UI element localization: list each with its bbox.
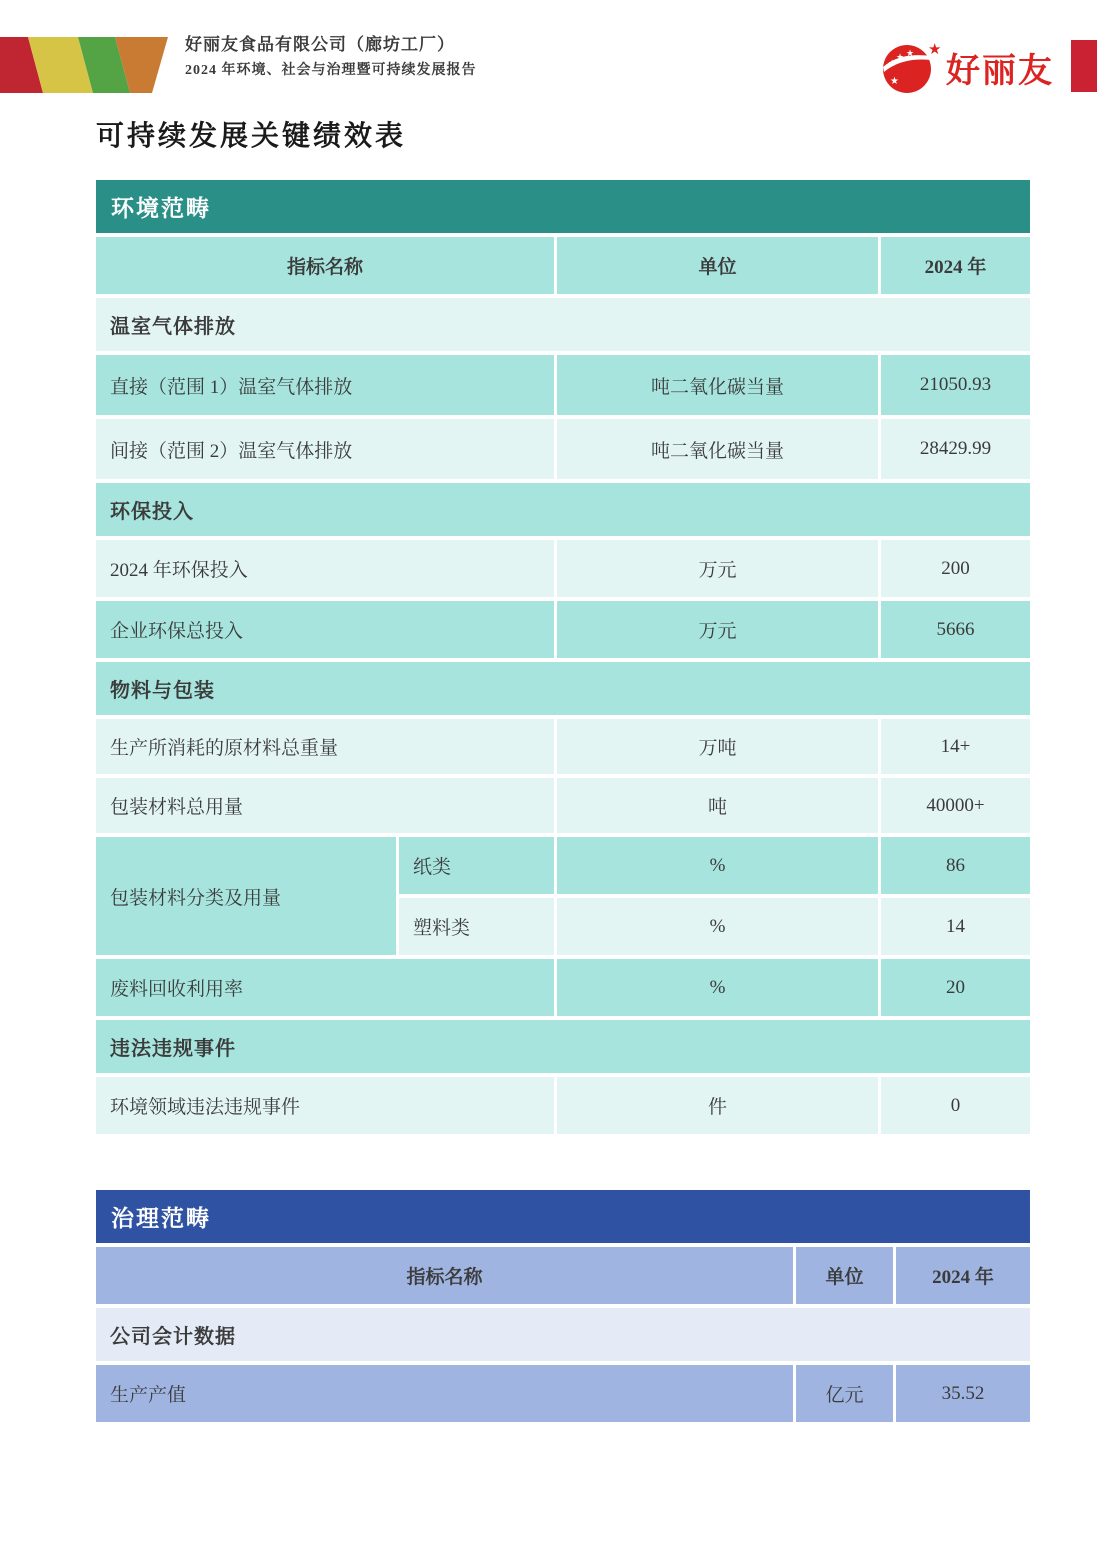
indicator-unit: 吨 [557, 778, 878, 833]
section-accounting-data: 公司会计数据 [96, 1308, 1030, 1361]
col-header-indicator: 指标名称 [96, 1247, 793, 1304]
indicator-unit: % [557, 898, 878, 955]
environment-table-title: 环境范畴 [96, 180, 1030, 233]
page-title: 可持续发展关键绩效表 [96, 121, 407, 152]
indicator-unit: 件 [557, 1077, 878, 1134]
corner-red-block [1071, 40, 1097, 92]
col-header-unit: 单位 [796, 1247, 893, 1304]
col-header-indicator: 指标名称 [96, 237, 554, 294]
stripes-logo-icon [0, 37, 168, 93]
indicator-unit: 吨二氧化碳当量 [557, 355, 878, 415]
page-header [0, 0, 1102, 100]
indicator-unit: 亿元 [796, 1365, 893, 1422]
svg-text:★: ★ [896, 52, 905, 62]
indicator-value: 86 [881, 837, 1030, 894]
section-row [96, 483, 1030, 536]
svg-text:★: ★ [890, 76, 899, 87]
brand-name: 好丽友 [946, 51, 1054, 90]
section-ghg: 温室气体排放 [96, 298, 1030, 351]
indicator-name-merged: 包装材料分类及用量 [96, 837, 396, 955]
environment-header-row [96, 237, 1030, 294]
section-materials-packaging: 物料与包装 [96, 662, 1030, 715]
table-subrow [399, 837, 1030, 894]
environment-table [96, 180, 1030, 1134]
indicator-value: 20 [881, 959, 1030, 1016]
brand-logo [880, 40, 1054, 94]
svg-text:★: ★ [906, 48, 915, 58]
indicator-unit: % [557, 959, 878, 1016]
indicator-value: 40000+ [881, 778, 1030, 833]
grouped-subrows [399, 837, 1030, 955]
report-name: 2024 年环境、社会与治理暨可持续发展报告 [185, 62, 477, 78]
globe-icon [880, 40, 942, 94]
company-name: 好丽友食品有限公司（廊坊工厂） [185, 35, 455, 54]
indicator-unit: 万吨 [557, 719, 878, 774]
section-row [96, 1020, 1030, 1073]
table-row [96, 959, 1030, 1016]
indicator-name: 间接（范围 2）温室气体排放 [96, 419, 554, 479]
governance-table-title: 治理范畴 [96, 1190, 1030, 1243]
section-violations: 违法违规事件 [96, 1020, 1030, 1073]
governance-header-row [96, 1247, 1030, 1304]
indicator-value: 14+ [881, 719, 1030, 774]
table-row [96, 355, 1030, 415]
indicator-name: 废料回收利用率 [96, 959, 554, 1016]
indicator-name: 生产所消耗的原材料总重量 [96, 719, 554, 774]
col-header-unit: 单位 [557, 237, 878, 294]
sub-indicator-label: 纸类 [399, 837, 554, 894]
table-row [96, 719, 1030, 774]
indicator-value: 35.52 [896, 1365, 1030, 1422]
indicator-name: 2024 年环保投入 [96, 540, 554, 597]
report-header-text [185, 33, 477, 81]
grouped-rows-packaging-breakdown [96, 837, 1030, 955]
indicator-value: 0 [881, 1077, 1030, 1134]
indicator-value: 21050.93 [881, 355, 1030, 415]
table-row [96, 419, 1030, 479]
indicator-name: 企业环保总投入 [96, 601, 554, 658]
col-header-year: 2024 年 [881, 237, 1030, 294]
col-header-year: 2024 年 [896, 1247, 1030, 1304]
svg-text:★: ★ [928, 42, 942, 58]
svg-text:★: ★ [888, 58, 897, 68]
indicator-value: 28429.99 [881, 419, 1030, 479]
governance-table [96, 1190, 1030, 1422]
indicator-value: 14 [881, 898, 1030, 955]
table-row [96, 1077, 1030, 1134]
indicator-name: 直接（范围 1）温室气体排放 [96, 355, 554, 415]
section-row [96, 662, 1030, 715]
indicator-name: 包装材料总用量 [96, 778, 554, 833]
indicator-value: 200 [881, 540, 1030, 597]
table-row [96, 540, 1030, 597]
section-row [96, 298, 1030, 351]
indicator-name: 生产产值 [96, 1365, 793, 1422]
table-subrow [399, 898, 1030, 955]
section-row [96, 1308, 1030, 1361]
sub-indicator-label: 塑料类 [399, 898, 554, 955]
indicator-unit: 吨二氧化碳当量 [557, 419, 878, 479]
indicator-unit: % [557, 837, 878, 894]
indicator-value: 5666 [881, 601, 1030, 658]
table-row [96, 1365, 1030, 1422]
indicator-unit: 万元 [557, 540, 878, 597]
indicator-unit: 万元 [557, 601, 878, 658]
table-row [96, 778, 1030, 833]
indicator-name: 环境领域违法违规事件 [96, 1077, 554, 1134]
table-row [96, 601, 1030, 658]
section-env-investment: 环保投入 [96, 483, 1030, 536]
